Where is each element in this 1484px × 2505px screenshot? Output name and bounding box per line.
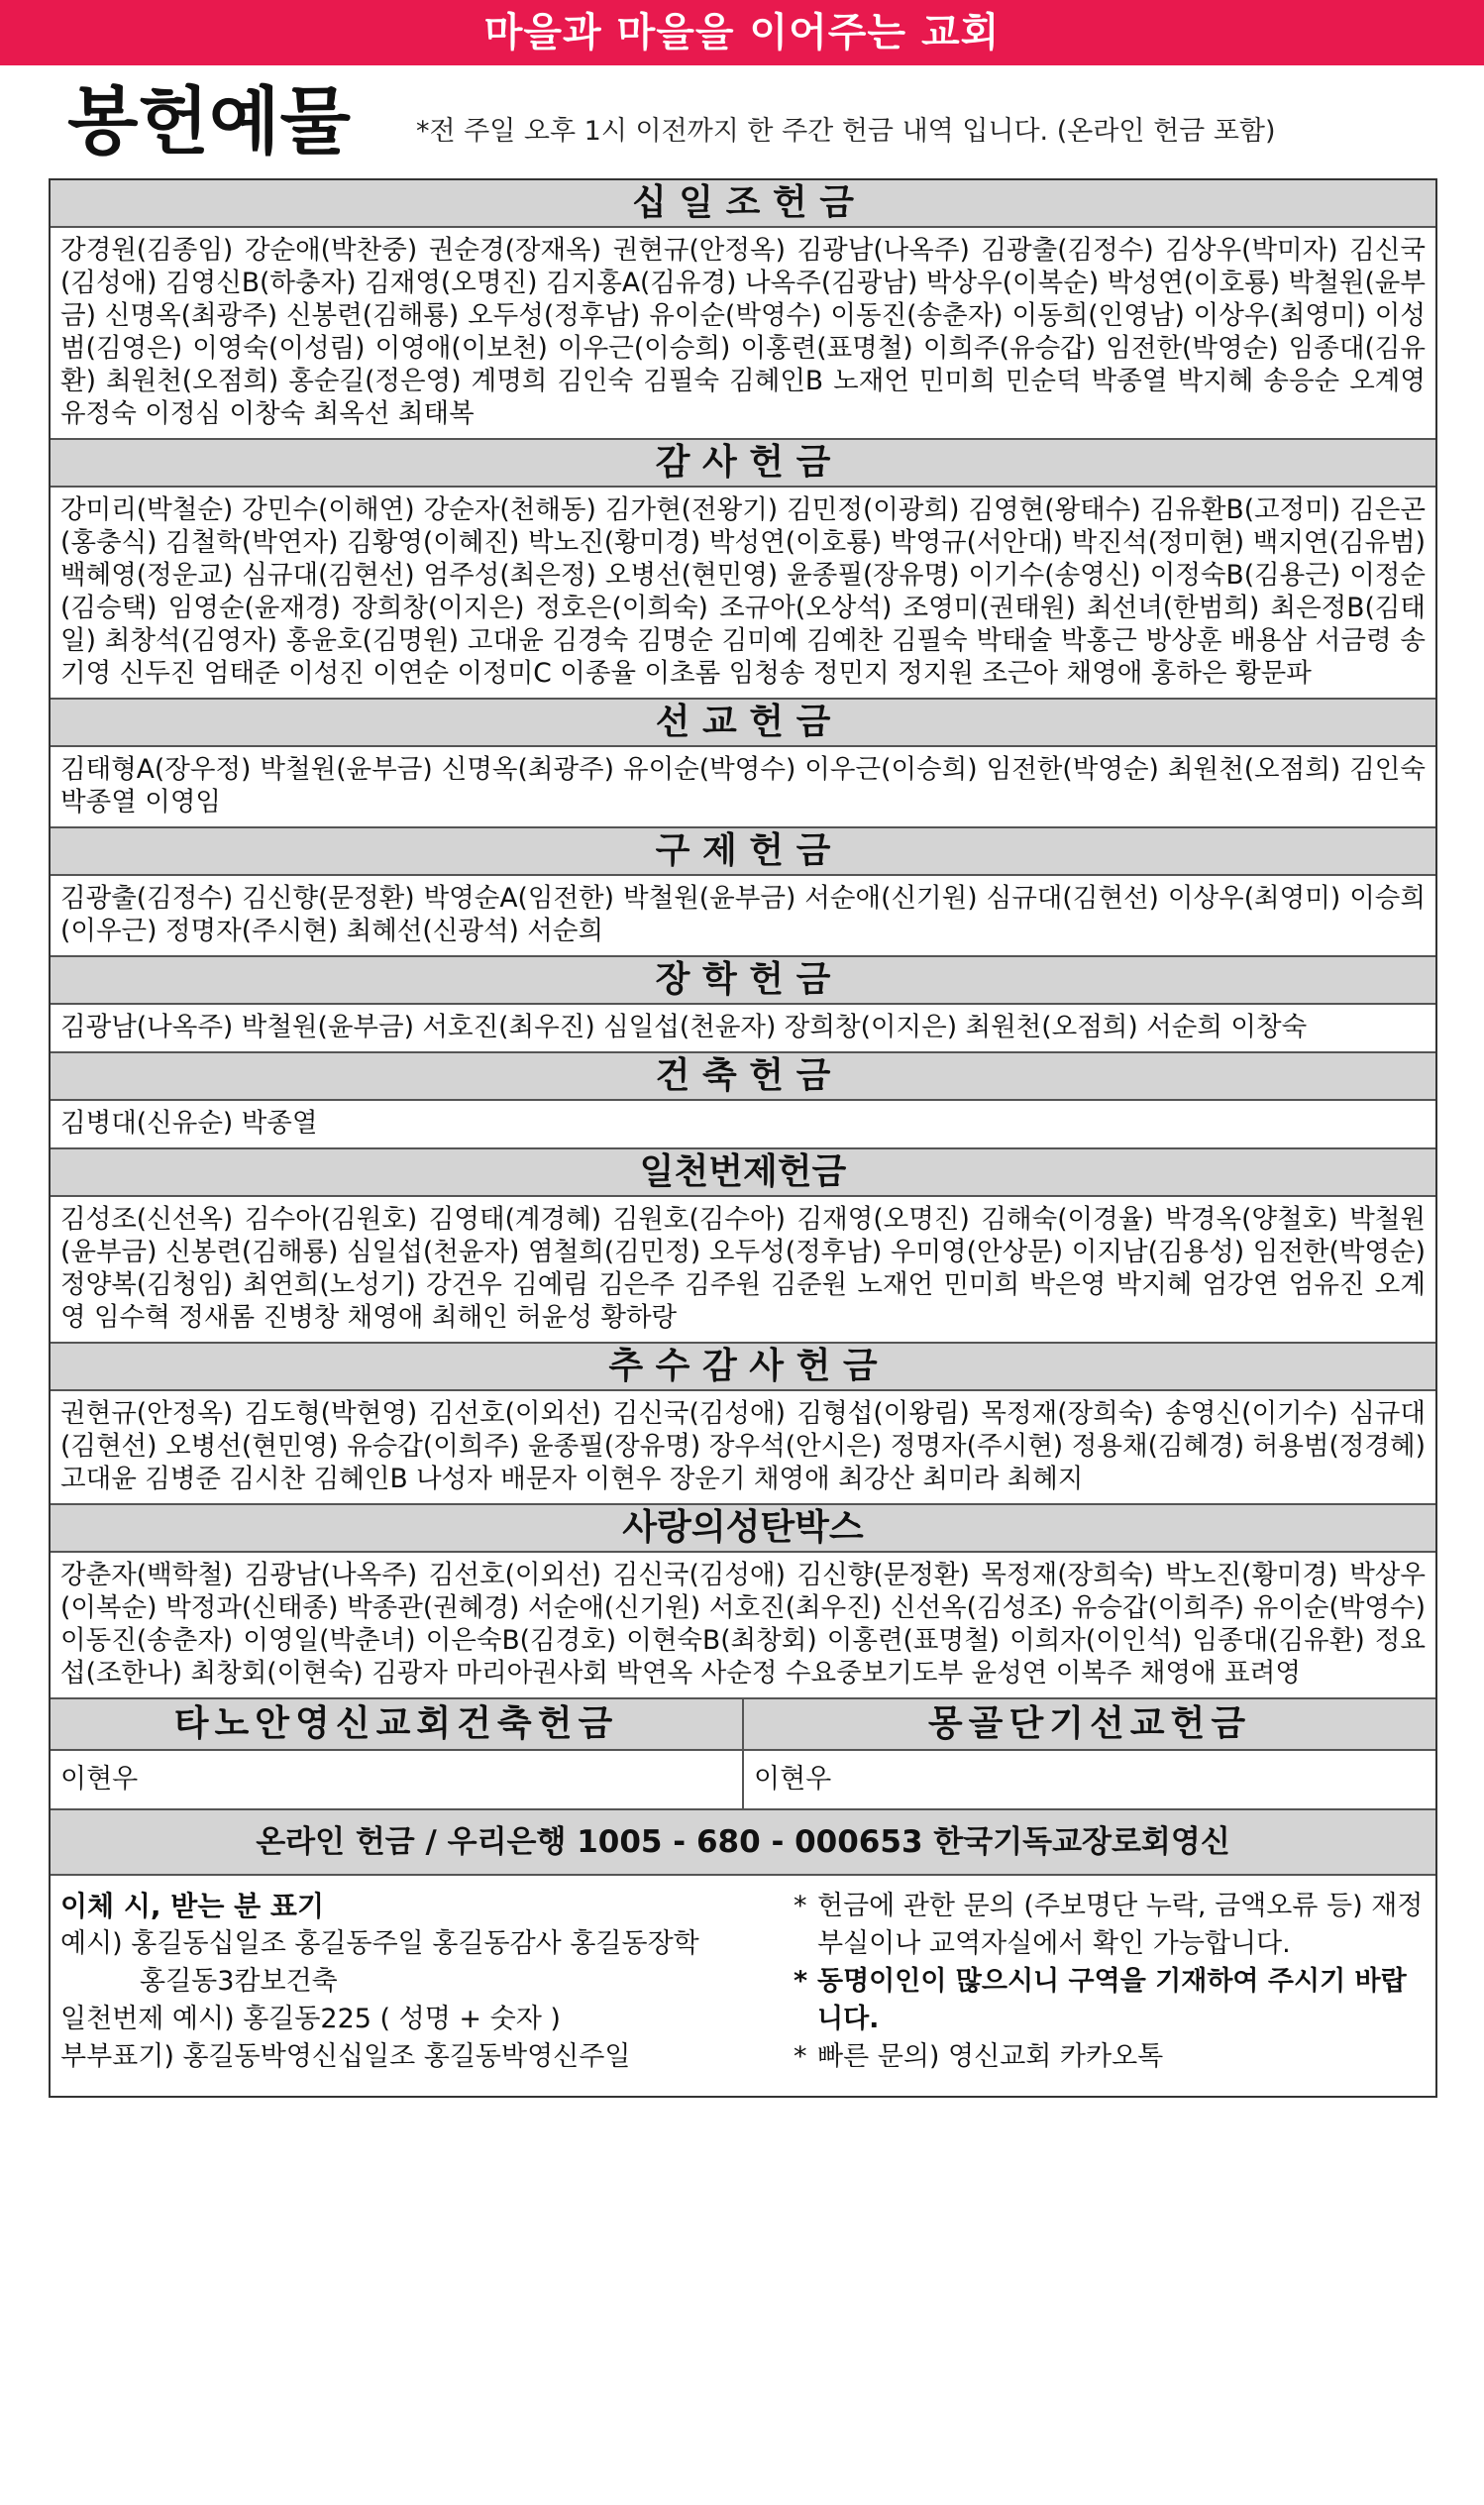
online-giving-account: 온라인 헌금 / 우리은행 1005 - 680 - 000653 한국기독교장로회영신 — [51, 1808, 1435, 1874]
transfer-example-3: 일천번제 예시) 홍길동225 ( 성명 + 숫자 ) — [60, 2004, 561, 2034]
asterisk: * — [794, 1891, 807, 1921]
section-title-building: 건 축 헌 금 — [51, 1051, 1435, 1099]
footer-notes — [51, 1874, 1435, 2096]
section-body-tithe: 강경원(김종임) 강순애(박찬중) 권순경(장재옥) 권현규(안정옥) 김광남(나옥주) 김광출(김정수) 김상우(박미자) 김신국(김성애) 김영신B(하충자) 김재영(오명진) 김지홍A(김유경) 나옥주(김광남) 박상우(이복순) 박성연(이호룡) 박철원(윤부금) 신명옥(최광주) 신봉련(김해룡) 오두성(정후남) 유이순(박영수) 이동진(송춘자) 이동희(인영남) 이상우(최영미) 이성범(김영은) 이영숙(이성림) 이영애(이보천) 이우근(이승희) 이홍련(표명철) 이희주(유승갑) 임전한(박영순) 임종대(김유환) 최원천(오점희) 홍순길(정은영) 계명희 김인숙 김필숙 김혜인B 노재언 민미희 민순덕 박종열 박지혜 송응순 오계영 유정숙 이정심 이창숙 최옥선 최태복 — [51, 226, 1435, 438]
mongolia-mission-title: 몽골단기선교헌금 — [742, 1699, 1435, 1749]
page-note: *전 주일 오후 1시 이전까지 한 주간 헌금 내역 입니다. (온라인 헌금 포함) — [416, 116, 1276, 147]
asterisk: * — [794, 2041, 807, 2072]
banner: 마을과 마을을 이어주는 교회 — [0, 0, 1484, 65]
inquiry-item — [794, 1888, 1426, 1963]
asterisk: * — [794, 1966, 808, 1997]
inquiry-notes — [794, 1888, 1426, 2086]
inquiry-text-2: 동명이인이 많으시니 구역을 기재하여 주시기 바랍니다. — [817, 1966, 1407, 2034]
section-title-christmas-box: 사랑의성탄박스 — [51, 1503, 1435, 1551]
section-body-christmas-box: 강춘자(백학철) 김광남(나옥주) 김선호(이외선) 김신국(김성애) 김신향(문정환) 목정재(장희숙) 박노진(황미경) 박상우(이복순) 박정과(신태종) 박종관(권혜경) 서순애(신기원) 서호진(최우진) 신선옥(김성조) 유승갑(이희주) 유이순(박영수) 이동진(송춘자) 이영일(박춘녀) 이은숙B(김경호) 이현숙B(최창회) 이홍련(표명철) 이희자(이인석) 임종대(김유환) 정요섭(조한나) 최창회(이현숙) 김광자 마리아권사회 박연옥 사순정 수요중보기도부 윤성연 이복주 채영애 표려영 — [51, 1551, 1435, 1697]
section-body-thousand: 김성조(신선옥) 김수아(김원호) 김영태(계경혜) 김원호(김수아) 김재영(오명진) 김해숙(이경율) 박경옥(양철호) 박철원(윤부금) 신봉련(김해룡) 심일섭(천윤자) 염철희(김민정) 오두성(정후남) 우미영(안상문) 이지남(김용성) 임전한(박영순) 정양복(김청임) 최연희(노성기) 강건우 김예림 김은주 김주원 김준원 노재언 민미희 박은영 박지혜 엄강연 엄유진 오계영 임수혁 정새롬 진병창 채영애 최해인 허윤성 황하랑 — [51, 1195, 1435, 1342]
transfer-example-4: 부부표기) 홍길동박영신십일조 홍길동박영신주일 — [60, 2041, 631, 2072]
transfer-guide-heading: 이체 시, 받는 분 표기 — [60, 1890, 325, 1922]
section-body-scholarship: 김광남(나옥주) 박철원(윤부금) 서호진(최우진) 심일섭(천윤자) 장희창(이지은) 최원천(오점희) 서순희 이창숙 — [51, 1003, 1435, 1051]
inquiry-item — [794, 2038, 1426, 2076]
section-title-thousand: 일천번제헌금 — [51, 1147, 1435, 1195]
offering-table — [49, 178, 1437, 2098]
section-body-building: 김병대(신유순) 박종열 — [51, 1099, 1435, 1147]
two-column-header — [51, 1697, 1435, 1749]
section-title-scholarship: 장 학 헌 금 — [51, 955, 1435, 1003]
section-body-mission: 김태형A(장우정) 박철원(윤부금) 신명옥(최광주) 유이순(박영수) 이우근(이승희) 임전한(박영순) 최원천(오점희) 김인숙 박종열 이영임 — [51, 745, 1435, 826]
transfer-example-1: 예시) 홍길동십일조 홍길동주일 홍길동감사 홍길동장학 — [60, 1928, 699, 1959]
section-title-mission: 선 교 헌 금 — [51, 698, 1435, 745]
two-column-body — [51, 1749, 1435, 1808]
section-body-harvest: 권현규(안정옥) 김도형(박현영) 김선호(이외선) 김신국(김성애) 김형섭(이왕림) 목정재(장희숙) 송영신(이기수) 심규대(김현선) 오병선(현민영) 유승갑(이희주) 윤종필(장유명) 장우석(안시은) 정명자(주시현) 정용채(김혜경) 허용범(정경혜) 고대윤 김병준 김시찬 김혜인B 나성자 배문자 이현우 장운기 채영애 최강산 최미라 최혜지 — [51, 1389, 1435, 1503]
page-title: 봉헌예물 — [67, 79, 351, 164]
transfer-example-2: 홍길동3캄보건축 — [140, 1966, 338, 1997]
inquiry-item — [794, 1963, 1426, 2038]
transfer-guide — [60, 1888, 794, 2086]
section-title-relief: 구 제 헌 금 — [51, 826, 1435, 874]
section-title-thanks: 감 사 헌 금 — [51, 438, 1435, 486]
section-title-tithe: 십 일 조 헌 금 — [51, 180, 1435, 226]
mongolia-mission-body: 이현우 — [742, 1751, 1435, 1808]
inquiry-text-1: 헌금에 관한 문의 (주보명단 누락, 금액오류 등) 재정부실이나 교역자실에서 확인 가능합니다. — [817, 1891, 1424, 1959]
tanoan-building-body: 이현우 — [60, 1764, 139, 1795]
tanoan-building-title: 타노안영신교회건축헌금 — [173, 1703, 619, 1744]
section-body-thanks: 강미리(박철순) 강민수(이해연) 강순자(천해동) 김가현(전왕기) 김민정(이광희) 김영현(왕태수) 김유환B(고정미) 김은곤(홍충식) 김철학(박연자) 김황영(이혜진) 박노진(황미경) 박성연(이호룡) 박영규(서안대) 박진석(정미현) 백지연(김유범) 백혜영(정운교) 심규대(김현선) 엄주성(최은정) 오병선(현민영) 윤종필(장유명) 이기수(송영신) 이정숙B(김용근) 이정순(김승택) 임영순(윤재경) 장희창(이지은) 정호은(이희숙) 조규아(오상석) 조영미(권태원) 최선녀(한범희) 최은정B(김태일) 최창석(김영자) 홍윤호(김명원) 고대윤 김경숙 김명순 김미예 김예찬 김필숙 박태술 박홍근 방상훈 배용삼 서금령 송기영 신두진 엄태준 이성진 이연순 이정미C 이종율 이초롬 임청송 정민지 정지원 조근아 채영애 홍하은 황문파 — [51, 486, 1435, 698]
section-title-harvest: 추 수 감 사 헌 금 — [51, 1342, 1435, 1389]
section-body-relief: 김광출(김정수) 김신향(문정환) 박영순A(임전한) 박철원(윤부금) 서순애(신기원) 심규대(김현선) 이상우(최영미) 이승희(이우근) 정명자(주시현) 최혜선(신광석) 서순희 — [51, 874, 1435, 955]
inquiry-text-3: 빠른 문의) 영신교회 카카오톡 — [817, 2041, 1164, 2072]
